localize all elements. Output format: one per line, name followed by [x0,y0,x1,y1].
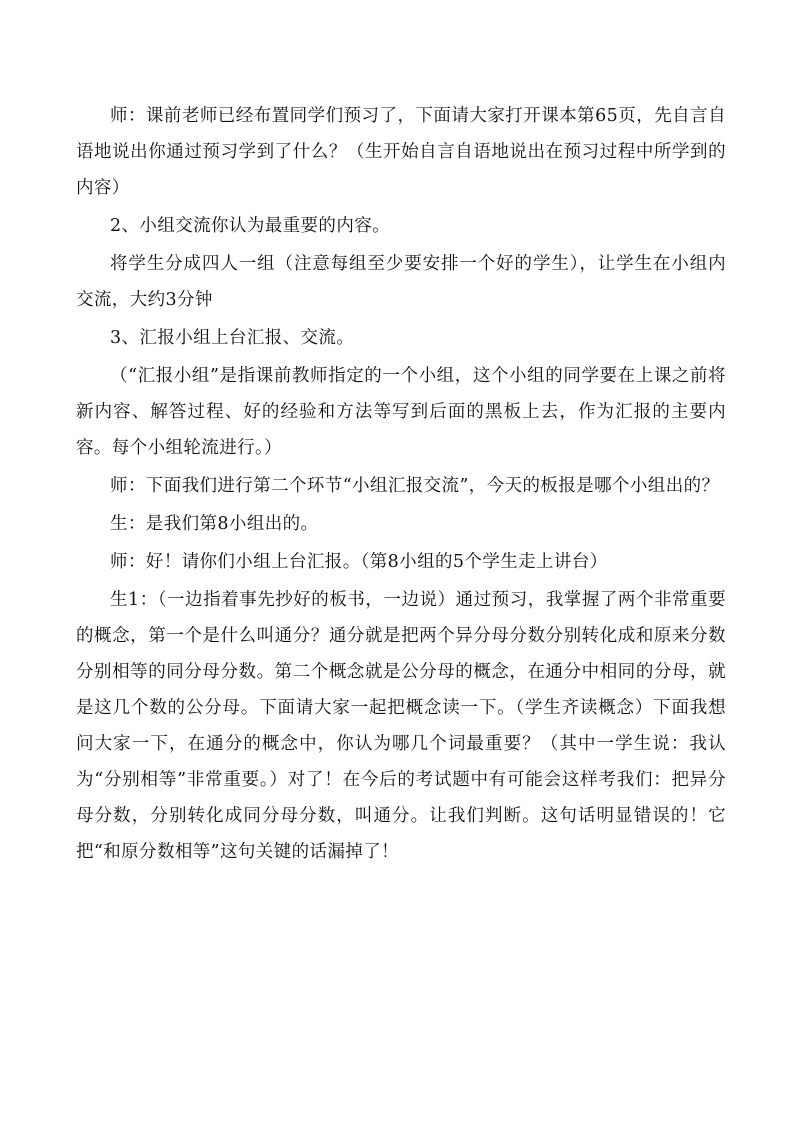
paragraph-student-1-report: 生1：（一边指着事先抄好的板书，一边说）通过预习，我掌握了两个非常重要的概念，第一个是什么叫通分？通分就是把两个异分母分数分别转化成和原来分数分别相等的同分母分数。第二个概念就是公分母的概念，在通分中相同的分母，就是这几个数的公分母。下面请大家一起把概念读一下。（学生齐读概念）下面我想问大家一下，在通分的概念中，你认为哪几个词最重要？（其中一学生说：我认为“分别相等”非常重要。）对了！在今后的考试题中有可能会这样考我们：把异分母分数，分别转化成同分母分数，叫通分。让我们判断。这句话明显错误的！它把“和原分数相等”这句关键的话漏掉了！ [76,590,726,862]
document-body [76,98,726,872]
paragraph-report-group-note: （“汇报小组”是指课前教师指定的一个小组，这个小组的同学要在上课之前将新内容、解答过程、好的经验和方法等写到后面的黑板上去，作为汇报的主要内容。每个小组轮流进行。） [76,366,726,458]
paragraph-student-reply: 生：是我们第8小组出的。 [110,514,319,534]
paragraph-step-2-heading: 2、小组交流你认为最重要的内容。 [110,216,391,236]
paragraph-teacher-intro: 师：课前老师已经布置同学们预习了，下面请大家打开课本第65页，先自言自语地说出你通过预习学到了什么？（生开始自言自语地说出在预习过程中所学到的内容） [76,106,726,198]
paragraph-grouping: 将学生分成四人一组（注意每组至少要安排一个好的学生），让学生在小组内交流，大约3分钟 [76,254,726,310]
paragraph-teacher-invite: 师：好！请你们小组上台汇报。（第8小组的5个学生走上讲台） [110,552,608,572]
paragraph-teacher-second-step: 师：下面我们进行第二个环节“小组汇报交流”，今天的板报是哪个小组出的？ [110,476,720,496]
paragraph-step-3-heading: 3、汇报小组上台汇报、交流。 [110,328,355,348]
